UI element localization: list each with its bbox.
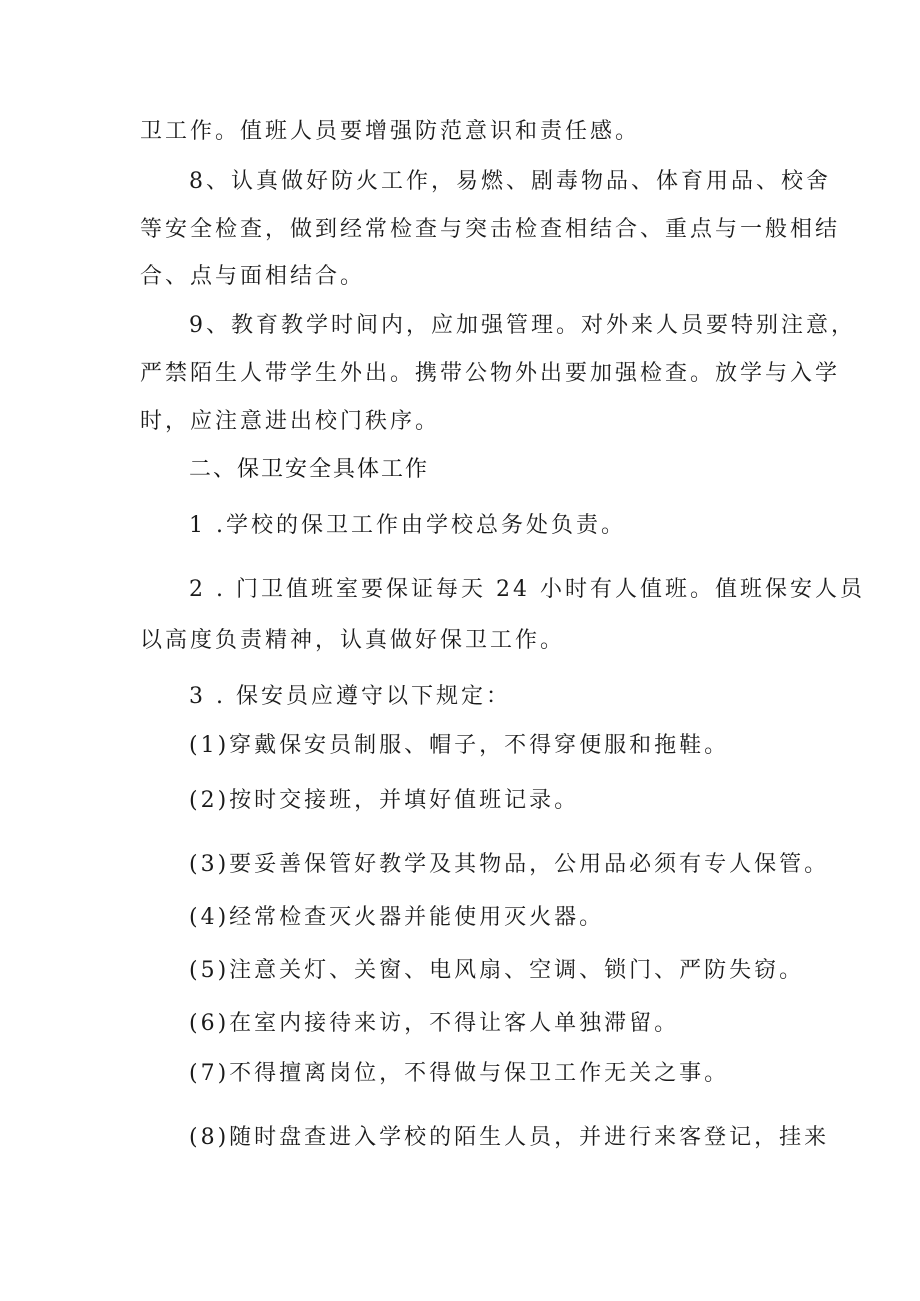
list-item: (7)不得擅离岗位，不得做与保卫工作无关之事。 bbox=[189, 1061, 730, 1086]
paragraph-line: 2 . 门卫值班室要保证每天 24 小时有人值班。值班保安人员 bbox=[189, 577, 865, 602]
paragraph-line: 以高度负责精神，认真做好保卫工作。 bbox=[140, 628, 566, 653]
list-item: (4)经常检查灭火器并能使用灭火器。 bbox=[189, 905, 605, 930]
list-item: (5)注意关灯、关窗、电风扇、空调、锁门、严防失窃。 bbox=[189, 958, 805, 983]
list-item: (2)按时交接班，并填好值班记录。 bbox=[189, 788, 580, 813]
paragraph-line: 等安全检查，做到经常检查与突击检查相结合、重点与一般相结 bbox=[140, 217, 841, 242]
list-item: (3)要妥善保管好教学及其物品，公用品必须有专人保管。 bbox=[189, 852, 830, 877]
paragraph-line: 8、认真做好防火工作，易燃、剧毒物品、体育用品、校舍 bbox=[189, 169, 831, 194]
paragraph-line: 卫工作。值班人员要增强防范意识和责任感。 bbox=[140, 119, 641, 144]
paragraph-line: 严禁陌生人带学生外出。携带公物外出要加强检查。放学与入学 bbox=[140, 361, 841, 386]
list-item: (8)随时盘查进入学校的陌生人员，并进行来客登记，挂来 bbox=[189, 1125, 830, 1150]
list-item: (6)在室内接待来访，不得让客人单独滞留。 bbox=[189, 1011, 680, 1036]
section-heading: 二、保卫安全具体工作 bbox=[189, 457, 430, 482]
paragraph-line: 3 . 保安员应遵守以下规定： bbox=[189, 684, 511, 709]
paragraph-line: 9、教育教学时间内，应加强管理。对外来人员要特别注意， bbox=[189, 313, 856, 338]
paragraph-line: 1 .学校的保卫工作由学校总务处负责。 bbox=[189, 513, 626, 538]
paragraph-line: 时，应注意进出校门秩序。 bbox=[140, 409, 441, 434]
paragraph-line: 合、点与面相结合。 bbox=[140, 264, 366, 289]
list-item: (1)穿戴保安员制服、帽子，不得穿便服和拖鞋。 bbox=[189, 733, 730, 758]
